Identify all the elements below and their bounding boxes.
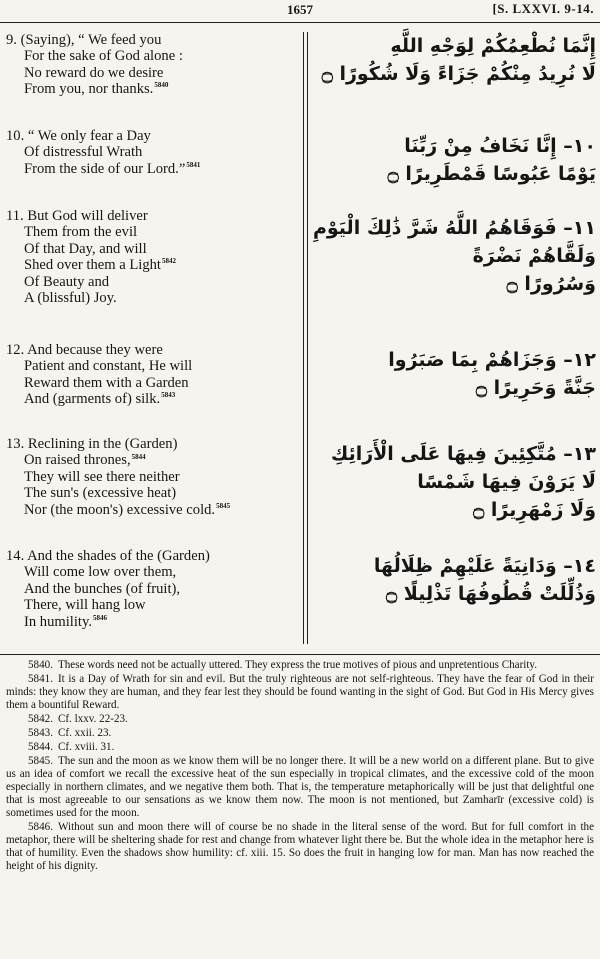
- verse-arabic: [312, 32, 596, 88]
- verse-line-text: And (garments of) silk.: [24, 391, 161, 408]
- verse-line: [6, 161, 296, 177]
- footnote-text: Without sun and moon there will of course be no shade in the literal sense of the word. But for full comfort in the metaphor, there will be sheltering shade for rest and change from whatever light there be. But the whole idea in the metaphor here is that of humility. Even the shadows show humility: cf. xiii. 15. So does the fruit in hanging low for man. Man has now reached the height of his dignity.: [6, 821, 594, 872]
- verse-line: Reward them with a Garden: [24, 374, 189, 391]
- footnote-number: 5844.: [28, 741, 53, 753]
- verse-line-text: In humility.: [24, 613, 92, 630]
- arabic-line: ١٤– وَدَانِيَةً عَلَيْهِمْ ظِلَالُهَا: [373, 555, 596, 577]
- footnote-text: Cf. xxii. 23.: [57, 727, 112, 739]
- arabic-line: ١٢– وَجَزَاهُمْ بِمَا صَبَرُوا: [388, 349, 596, 371]
- verse-line-text: Nor (the moon's) excessive cold.: [24, 501, 216, 518]
- verse-line: [6, 452, 296, 468]
- footnote: [6, 727, 594, 740]
- verse-arabic: [312, 552, 596, 608]
- footnote: [6, 659, 594, 672]
- verse-line-text: Shed over them a Light: [24, 257, 161, 274]
- verse-line: 14. And the shades of the (Garden): [6, 548, 210, 564]
- verse-line: Of distressful Wrath: [24, 144, 143, 161]
- verse-english: [6, 128, 296, 177]
- verse-line-text: On raised thrones,: [24, 452, 131, 469]
- arabic-line: لَا يَرَوْنَ فِيهَا شَمْسًا: [417, 471, 596, 493]
- verse-line: 9. (Saying), “ We feed you: [6, 32, 162, 48]
- verse-line-text: From you, nor thanks.: [24, 81, 154, 98]
- footnote-number: 5843.: [28, 727, 53, 739]
- footnote-number: 5845.: [28, 755, 53, 767]
- verse-arabic: [312, 346, 596, 402]
- footnote-marker: 5844: [131, 452, 146, 461]
- footnote: [6, 713, 594, 726]
- verse-line: [6, 257, 296, 273]
- verse-line: They will see there neither: [24, 468, 180, 485]
- verse-line: A (blissful) Joy.: [24, 290, 117, 307]
- arabic-line: لَا نُرِيدُ مِنْكُمْ جَزَاءً وَلَا شُكُورًا ۝: [321, 63, 596, 85]
- verse-english: [6, 342, 296, 408]
- verse-english: [6, 32, 296, 98]
- arabic-line: ١٣– مُتَّكِئِينَ فِيهَا عَلَى الْأَرَائِكِ: [330, 443, 596, 465]
- verse-line: 10. “ We only fear a Day: [6, 128, 151, 144]
- footnote-text: The sun and the moon as we know them will be no longer there. It will be a new world on a different plane. But to give us an idea of comfort we recall the excessive heat of the sun especially in tropical climates, and the excessive cold of the moon especially in northern climates, and we negative them both. That is, the temperature metaphorically will be just that delightful one that is most agreeable to our sensations as we know them now. The moon is not mentioned, but Zamharīr (excessive cold) is sometimes used for the moon.: [6, 755, 594, 819]
- verse-english: [6, 208, 296, 306]
- page-header: [0, 0, 600, 24]
- verse-line: [6, 391, 296, 407]
- verse-line: For the sake of God alone :: [24, 48, 183, 65]
- verse-line: 13. Reclining in the (Garden): [6, 436, 178, 452]
- arabic-line: ١١– فَوَقَاهُمُ اللَّهُ شَرَّ ذَٰلِكَ الْيَوْمِ: [312, 217, 596, 239]
- verse-line: No reward do we desire: [24, 64, 164, 81]
- verse-english: [6, 548, 296, 630]
- surah-reference: [S. LXXVI. 9-14.: [492, 1, 594, 16]
- footnote-number: 5842.: [28, 713, 53, 725]
- verse-line: [6, 502, 296, 518]
- footnote-text: These words need not be actually uttered. They express the true motives of pious and unpretentious Charity.: [57, 659, 538, 671]
- footnote-marker: 5843: [161, 391, 176, 400]
- verse-line: There, will hang low: [24, 597, 146, 614]
- footnote-text: Cf. lxxv. 22-23.: [57, 713, 128, 725]
- verse-arabic: [312, 132, 596, 188]
- verse-line: Of that Day, and will: [24, 240, 147, 257]
- footnote: [6, 821, 594, 873]
- verse-line: And the bunches (of fruit),: [24, 580, 181, 597]
- footnotes-section: [0, 654, 600, 874]
- verse-line: 12. And because they were: [6, 342, 163, 358]
- arabic-line: وَلَا زَمْهَرِيرًا ۝: [473, 499, 596, 521]
- verse-line: Of Beauty and: [24, 273, 110, 290]
- verse-line-text: From the side of our Lord.”: [24, 160, 186, 177]
- verse-line: Patient and constant, He will: [24, 358, 193, 375]
- arabic-line: يَوْمًا عَبُوسًا قَمْطَرِيرًا ۝: [387, 163, 596, 185]
- verse-line: [6, 614, 296, 630]
- verse-english: [6, 436, 296, 518]
- footnote: [6, 673, 594, 712]
- footnote-list: [0, 655, 600, 873]
- verse-line: Will come low over them,: [24, 564, 177, 581]
- arabic-line: ١٠– إِنَّا نَخَافُ مِنْ رَبِّنَا: [404, 135, 596, 157]
- footnote-text: It is a Day of Wrath for sin and evil. But the truly righteous are not self-righteous. They have the fear of God in their minds: they know they are human, and they fear lest they should be found wanting in the sight of God. But God in His Mercy gives them a bountiful Reward.: [6, 673, 594, 711]
- footnote-marker: 5840: [154, 81, 169, 90]
- footnote-marker: 5846: [92, 613, 107, 622]
- verse-line: [6, 81, 296, 97]
- footnote-marker: 5841: [186, 160, 201, 169]
- arabic-line: وَلَقَّاهُمْ نَضْرَةً: [472, 245, 596, 267]
- arabic-line: إِنَّمَا نُطْعِمُكُمْ لِوَجْهِ اللَّهِ: [390, 35, 596, 57]
- footnote-marker: 5845: [216, 501, 231, 510]
- verse-line: The sun's (excessive heat): [24, 485, 177, 502]
- arabic-line: وَذُلِّلَتْ قُطُوفُهَا تَذْلِيلًا ۝: [386, 583, 596, 605]
- footnote-marker: 5842: [162, 257, 176, 266]
- arabic-line: وَسُرُورًا ۝: [506, 273, 596, 295]
- verse-arabic: [312, 440, 596, 524]
- arabic-line: جَنَّةً وَحَرِيرًا ۝: [475, 377, 596, 399]
- header-rule: [0, 22, 600, 23]
- verse-arabic: [312, 214, 596, 298]
- page-number: 1657: [287, 2, 313, 17]
- verse-line: Them from the evil: [24, 224, 138, 241]
- footnote-text: Cf. xviii. 31.: [57, 741, 115, 753]
- footnote-number: 5841.: [28, 673, 53, 685]
- verses-section: [0, 28, 600, 650]
- footnote: [6, 741, 594, 754]
- footnote-number: 5846.: [28, 821, 53, 833]
- footnote: [6, 755, 594, 820]
- verse-line: 11. But God will deliver: [6, 208, 148, 224]
- footnote-number: 5840.: [28, 659, 53, 671]
